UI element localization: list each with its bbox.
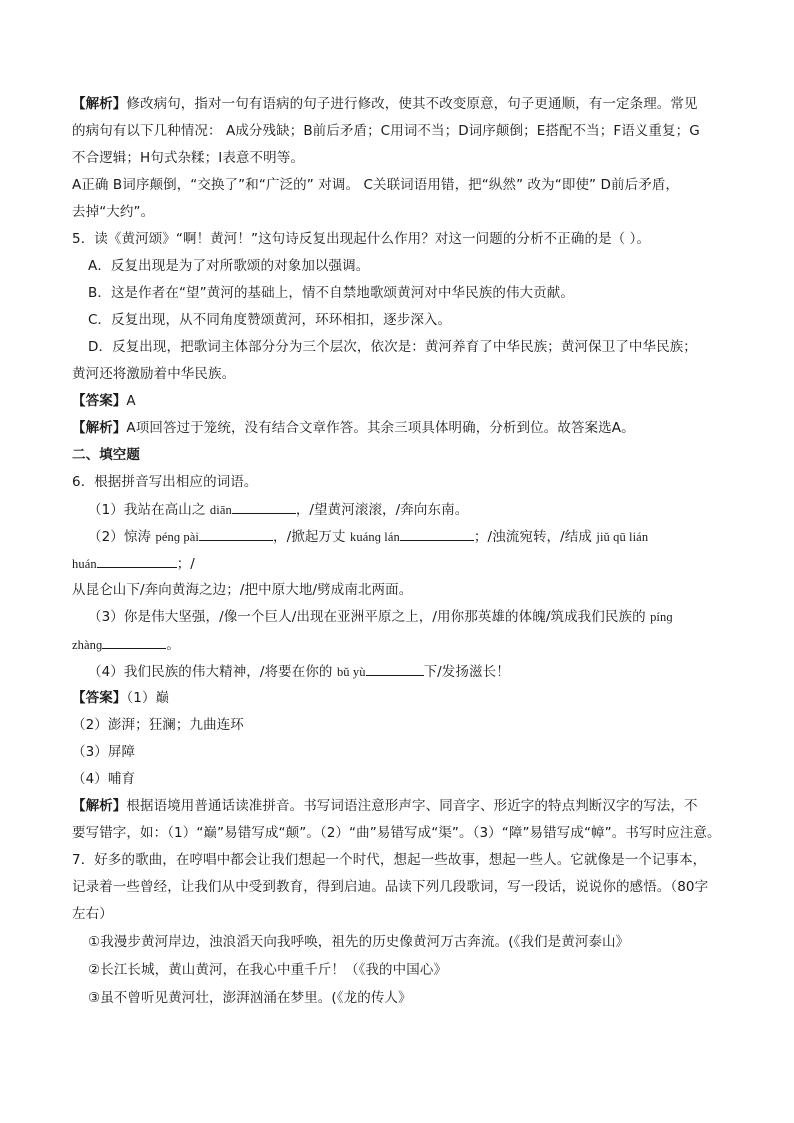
q6-analysis-line-1: 【解析】根据语境用普通话读准拼音。书写词语注意形声字、同音字、形近字的特点判断汉字的写法，不 bbox=[72, 798, 698, 814]
q4-analysis-line-3: 不合逻辑；H句式杂糅；I表意不明等。 bbox=[72, 150, 304, 166]
q6-stem: 6．根据拼音写出相应的词语。 bbox=[72, 474, 258, 490]
pinyin-prompt: pínɡ bbox=[650, 610, 673, 624]
answer-tag: 【答案】 bbox=[72, 393, 127, 409]
pinyin-prompt: kuánɡ lán bbox=[350, 530, 400, 544]
q5-option-d-line-2: 黄河还将激励着中华民族。 bbox=[72, 366, 236, 382]
q4-analysis-line-4: A正确 B词序颠倒，“交换了”和“广泛的” 对调。 C关联词语用错，把“纵然” 改为“即使” D前后矛盾， bbox=[72, 177, 680, 193]
pinyin-prompt: huán bbox=[72, 557, 97, 571]
q7-stem-line-3: 左右） bbox=[72, 906, 113, 922]
q6-answer-1: 【答案】（1）巅 bbox=[72, 690, 170, 706]
q6-part-3-line-2: zhànɡ 。 bbox=[72, 634, 732, 655]
q5-stem: 5．读《黄河颂》“啊！黄河！”这句诗反复出现起什么作用？对这一问题的分析不正确的是（ ）。 bbox=[72, 231, 651, 247]
pinyin-prompt: diān bbox=[209, 503, 232, 517]
q6-answer-2: （2）澎湃；狂澜；九曲连环 bbox=[72, 717, 244, 733]
q7-stem-line-1: 7．好多的歌曲，在哼唱中都会让我们想起一个时代，想起一些故事，想起一些人。它就像是一个记事本， bbox=[72, 852, 707, 868]
q5-option-a: A．反复出现是为了对所歌颂的对象加以强调。 bbox=[88, 258, 370, 274]
q5-answer: 【答案】A bbox=[72, 393, 136, 409]
q7-lyric-2: ②长江长城，黄山黄河，在我心中重千斤！（《我的中国心》 bbox=[88, 962, 448, 978]
q7-lyric-1: ①我漫步黄河岸边，浊浪滔天向我呼唤，祖先的历史像黄河万古奔流。(《我们是黄河泰山》 bbox=[88, 934, 630, 950]
pinyin-prompt: pénɡ pài bbox=[155, 530, 199, 544]
answer-blank[interactable] bbox=[97, 553, 177, 568]
q6-part-2-line-2: huán ；/ bbox=[72, 553, 732, 574]
q6-answer-3: （3）屏障 bbox=[72, 744, 136, 760]
q7-stem-line-2: 记录着一些曾经，让我们从中受到教育，得到启迪。品读下列几段歌词，写一段话，说说你的感悟。（80字 bbox=[72, 879, 709, 895]
answer-blank[interactable] bbox=[366, 661, 424, 676]
answer-tag: 【答案】 bbox=[72, 690, 127, 706]
q4-analysis-line-5: 去掉“大约”。 bbox=[72, 204, 155, 220]
q6-part-2-line-3: 从昆仑山下/奔向黄海之边；/把中原大地/劈成南北两面。 bbox=[72, 582, 413, 598]
q6-part-4: （4）我们民族的伟大精神，/将要在你的 bǔ yù 下/发扬滋长！ bbox=[88, 661, 748, 682]
pinyin-prompt: bǔ yù bbox=[336, 665, 366, 679]
q6-answer-4: （4）哺育 bbox=[72, 771, 136, 787]
q6-part-2-line-1: （2）惊涛 pénɡ pài ，/掀起万丈 kuánɡ lán ；/浊流宛转，/结成 jiǔ qū lián bbox=[88, 526, 748, 547]
q7-lyric-3: ③虽不曾听见黄河壮，澎湃汹涌在梦里。(《龙的传人》 bbox=[88, 990, 412, 1006]
answer-blank[interactable] bbox=[232, 499, 296, 514]
answer-blank[interactable] bbox=[102, 634, 166, 649]
pinyin-prompt: zhànɡ bbox=[72, 638, 103, 652]
q5-option-d-line-1: D．反复出现，把歌词主体部分分为三个层次，依次是：黄河养育了中华民族；黄河保卫了中华民族； bbox=[88, 339, 697, 355]
q4-analysis-line-1: 【解析】修改病句，指对一句有语病的句子进行修改，使其不改变原意，句子更通顺，有一定条理。常见 bbox=[72, 96, 698, 112]
q4-analysis-line-2: 的病句有以下几种情况： A成分残缺；B前后矛盾；C用词不当；D词序颠倒；E搭配不当；F语义重复；G bbox=[72, 123, 700, 139]
answer-blank[interactable] bbox=[199, 526, 273, 541]
analysis-tag: 【解析】 bbox=[72, 96, 127, 112]
q5-option-b: B．这是作者在“望”黄河的基础上，情不自禁地歌颂黄河对中华民族的伟大贡献。 bbox=[88, 285, 574, 301]
q6-part-3-line-1: （3）你是伟大坚强，/像一个巨人/出现在亚洲平原之上，/用你那英雄的体魄/筑成我们民族的 pínɡ bbox=[88, 609, 673, 625]
analysis-tag: 【解析】 bbox=[72, 798, 127, 814]
answer-blank[interactable] bbox=[400, 526, 474, 541]
q5-analysis: 【解析】A项回答过于笼统，没有结合文章作答。其余三项具体明确，分析到位。故答案选A。 bbox=[72, 420, 635, 436]
analysis-tag: 【解析】 bbox=[72, 420, 127, 436]
q6-part-1: （1）我站在高山之 diān ，/望黄河滚滚，/奔向东南。 bbox=[88, 499, 748, 520]
q5-option-c: C．反复出现，从不同角度赞颂黄河，环环相扣，逐步深入。 bbox=[88, 312, 452, 328]
pinyin-prompt: jiǔ qū lián bbox=[596, 530, 649, 544]
section-heading: 二、填空题 bbox=[72, 447, 140, 463]
q6-analysis-line-2: 要写错字，如：（1）“巅”易错写成“颠”。（2）“曲”易错写成“渠”。（3）“障”易错写成“幛”。书写时应注意。 bbox=[72, 825, 721, 841]
